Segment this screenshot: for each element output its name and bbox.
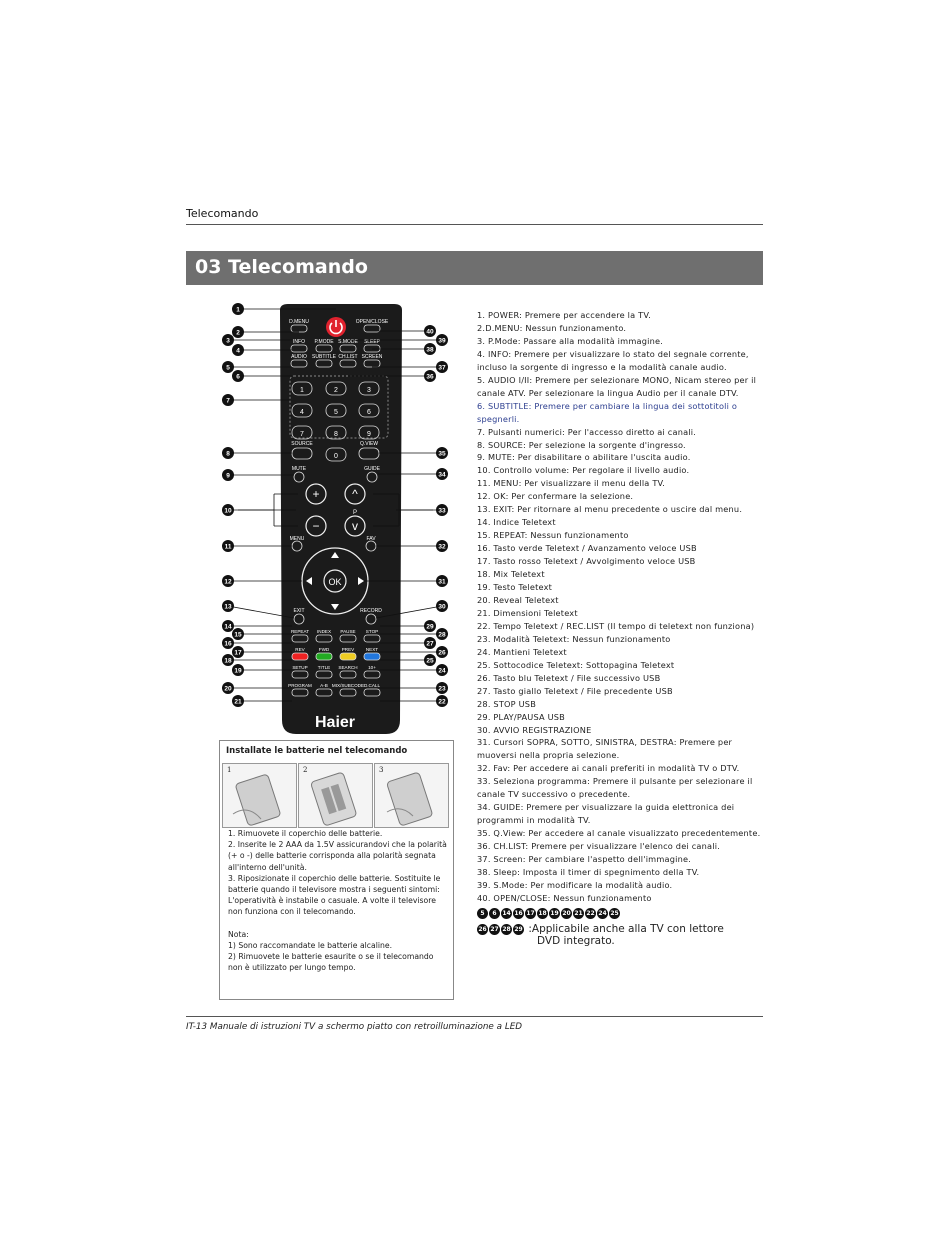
callout-number: 35 [438, 450, 446, 458]
description-item: 25. Sottocodice Teletext: Sottopagina Teletext [477, 659, 675, 670]
description-item: 11. MENU: Per visualizzare il menu della TV. [477, 478, 666, 489]
callout-number: 28 [438, 631, 446, 639]
media-button [340, 653, 356, 660]
button-descriptions [477, 309, 767, 905]
number-badge: 25 [610, 909, 619, 917]
digit-label: 4 [300, 409, 304, 416]
number-badge: 28 [502, 925, 511, 933]
description-item: 30. AVVIO REGISTRAZIONE [477, 724, 592, 735]
description-item: 28. STOP USB [477, 698, 537, 709]
photo-number: 2 [303, 766, 308, 774]
description-item: 40. OPEN/CLOSE: Nessun funzionamento [477, 892, 652, 903]
callout-number: 37 [438, 364, 446, 372]
button-label: RECORD [360, 608, 382, 614]
description-item: 8. SOURCE: Per selezione la sorgente d'ingresso. [477, 439, 686, 450]
callout-number: 40 [426, 328, 434, 336]
description-item: 3. P.Mode: Passare alla modalità immagine. [477, 335, 664, 346]
callout-number: 10 [224, 507, 232, 515]
battery-text-line: 1. Rimuovete il coperchio delle batterie. [228, 829, 383, 838]
battery-text-line: 2. Inserite le 2 AAA da 1.5V assicurandovi che la polarità (+ o -) delle batterie corrisponda alla polarità segnata all'interno dell'unità. [228, 840, 447, 872]
button-label: TITLE [317, 665, 331, 670]
number-badge: 14 [502, 909, 511, 917]
description-item: 18. Mix Teletext [477, 569, 545, 580]
battery-text-line: 2) Rimuovete le batterie esaurite o se il telecomando non è utilizzato per lungo tempo. [228, 952, 434, 973]
callout-number: 29 [426, 623, 434, 631]
dvd-note-line2: DVD integrato. [537, 935, 615, 947]
battery-text [228, 828, 450, 974]
description-item: 16. Tasto verde Teletext / Avanzamento veloce USB [477, 543, 697, 554]
media-button [364, 653, 380, 660]
callout-number: 18 [224, 657, 232, 665]
description-item: 36. CH.LIST: Premere per visualizzare l'elenco dei canali. [477, 841, 720, 852]
button-label: SEARCH [338, 665, 358, 670]
callout-number: 25 [426, 657, 434, 665]
callout-number: 27 [426, 640, 434, 648]
dvd-badges [477, 907, 767, 947]
callout-number: 3 [226, 337, 230, 345]
battery-text-line: Nota: [228, 929, 249, 939]
button-label: MUTE [291, 466, 307, 472]
description-item: 27. Tasto giallo Teletext / File precedente USB [477, 685, 673, 696]
callout-number: 23 [438, 685, 446, 693]
battery-photo-3 [374, 763, 449, 828]
number-badge: 26 [478, 925, 487, 933]
callout-number: 34 [438, 471, 446, 479]
description-item: 17. Tasto rosso Teletext / Avvolgimento veloce USB [477, 556, 696, 567]
button-label: 10+ [368, 665, 376, 670]
media-button [316, 653, 332, 660]
button-label: SLEEP [363, 339, 381, 345]
button-label: CH.LIST [338, 354, 358, 360]
dvd-note-line1: :Applicabile anche alla TV con lettore [528, 923, 724, 935]
battery-insert-image [299, 764, 372, 827]
description-item: 38. Sleep: Imposta il timer di spegnimento della TV. [477, 866, 700, 877]
battery-text-line: 3. Riposizionate il coperchio delle batterie. Sostituite le batterie quando il televisore mostra i seguenti sintomi: L'operatività è instabile o casuale. A volte il televisore non funziona con il telecomando. [228, 873, 441, 917]
rocker-symbol: + [312, 487, 320, 501]
button-label: FAV [366, 536, 376, 542]
button-label: PREV [341, 647, 355, 652]
description-item: 4. INFO: Premere per visualizzare lo stato del segnale corrente, incluso la sorgente di ingresso e la modalità canale audio. [477, 348, 749, 372]
description-item: 29. PLAY/PAUSA USB [477, 711, 566, 722]
description-item: 12. OK: Per confermare la selezione. [477, 491, 634, 502]
description-item: 15. REPEAT: Nessun funzionamento [477, 530, 629, 541]
description-item: 35. Q.View: Per accedere al canale visualizzato precedentemente. [477, 828, 761, 839]
callout-number: 7 [226, 397, 230, 405]
digit-label: 9 [367, 431, 371, 438]
description-item: 23. Modalità Teletext: Nessun funzionamento [477, 633, 671, 644]
description-item: 10. Controllo volume: Per regolare il livello audio. [477, 465, 690, 476]
number-badge: 22 [586, 909, 595, 917]
digit-label: 5 [334, 409, 338, 416]
button-label: FWD [318, 647, 330, 652]
number-badge: 29 [514, 925, 523, 933]
description-item: 26. Tasto blu Teletext / File successivo USB [477, 672, 661, 683]
button-label: REPEAT [290, 629, 310, 634]
button-label: GUIDE [364, 466, 380, 472]
callout-number: 39 [438, 337, 446, 345]
running-header: Telecomando [186, 207, 259, 220]
callout-number: 38 [426, 346, 434, 354]
rocker-symbol: v [352, 519, 358, 533]
callout-number: 31 [438, 578, 446, 586]
page-footer: IT-13 Manuale di istruzioni TV a schermo piatto con retroilluminazione a LED [186, 1022, 523, 1032]
callout-number: 1 [236, 306, 240, 314]
remote-illustration [218, 300, 463, 738]
badge-row-2 [477, 923, 767, 935]
callout-number: 4 [236, 347, 240, 355]
battery-text-line [228, 918, 450, 929]
button-label: NEXT [365, 647, 379, 652]
description-item: 1. POWER: Premere per accendere la TV. [477, 310, 651, 320]
number-badge: 5 [477, 908, 488, 919]
description-item: 7. Pulsanti numerici: Per l'accesso diretto ai canali. [477, 426, 697, 437]
button-label: SCREEN [361, 354, 383, 360]
number-badge: 16 [514, 909, 523, 917]
channel-label: P [352, 510, 358, 516]
button-label: AUDIO [291, 354, 307, 360]
battery-close-image [375, 764, 448, 827]
ok-label: OK [328, 577, 342, 587]
number-badge: 20 [562, 909, 571, 917]
callout-number: 21 [234, 698, 242, 706]
button-label: SETUP [292, 665, 308, 670]
button-label: INDEX [316, 629, 332, 634]
description-item: 32. Fav: Per accedere ai canali preferiti in modalità TV o DTV. [477, 763, 740, 774]
description-item: 9. MUTE: Per disabilitare o abilitare l'uscita audio. [477, 452, 691, 463]
callout-number: 16 [224, 640, 232, 648]
callout-number: 5 [226, 364, 230, 372]
button-label: Q.VIEW [359, 441, 379, 447]
digit-label: 3 [367, 387, 371, 394]
callout-number: 32 [438, 543, 446, 551]
button-label: D.CALL [363, 683, 381, 688]
callout-number: 20 [224, 685, 232, 693]
brand-logo: Haier [314, 714, 356, 731]
button-label: MENU [289, 536, 305, 542]
digit-label: 7 [300, 431, 304, 438]
callout-number: 26 [438, 649, 446, 657]
callout-number: 2 [236, 329, 240, 337]
digit-label: 2 [334, 387, 338, 394]
button-label: STOP [365, 629, 379, 634]
button-label: PAUSE [340, 629, 356, 634]
number-badge: 27 [490, 925, 499, 933]
description-item: 21. Dimensioni Teletext [477, 607, 578, 618]
number-badge: 24 [598, 909, 607, 917]
battery-text-line: 1) Sono raccomandate le batterie alcaline. [228, 941, 393, 951]
battery-photo-2 [298, 763, 373, 828]
description-item: 6. SUBTITLE: Premere per cambiare la lingua dei sottotitoli o spegnerli. [477, 400, 738, 424]
description-item: 33. Seleziona programma: Premere il pulsante per selezionare il canale TV successivo o precedente. [477, 776, 753, 800]
callout-number: 36 [426, 373, 434, 381]
callout-number: 22 [438, 698, 446, 706]
description-item: 24. Mantieni Teletext [477, 646, 567, 657]
description-item: 20. Reveal Teletext [477, 594, 559, 605]
digit-label: 6 [367, 409, 371, 416]
callout-number: 12 [224, 578, 232, 586]
number-badge: 6 [489, 908, 500, 919]
callout-number: 9 [226, 472, 230, 480]
button-label: MIX/SUBCODE [331, 683, 365, 688]
battery-instructions-box [219, 740, 454, 1000]
section-banner [186, 251, 763, 285]
digit-label: 8 [334, 431, 338, 438]
footer-rule [186, 1016, 763, 1017]
callout-number: 6 [236, 373, 240, 381]
description-item: 14. Indice Teletext [477, 517, 556, 528]
description-item: 2.D.MENU: Nessun funzionamento. [477, 322, 627, 333]
digit-label: 1 [300, 387, 304, 394]
callout-number: 30 [438, 603, 446, 611]
rocker-symbol: − [312, 519, 320, 533]
button-label: SUBTITLE [312, 354, 336, 360]
callout-number: 14 [224, 623, 232, 631]
photo-number: 1 [227, 766, 232, 774]
rocker-symbol: ^ [352, 487, 358, 501]
description-item: 5. AUDIO I/II: Premere per selezionare MONO, Nicam stereo per il canale ATV. Per selezionare la lingua Audio per il canale DTV. [477, 374, 757, 398]
description-item: 39. S.Mode: Per modificare la modalità audio. [477, 879, 673, 890]
callout-number: 8 [226, 450, 230, 458]
description-item: 34. GUIDE: Premere per visualizzare la guida elettronica dei programmi in modalità TV. [477, 802, 735, 826]
button-label: A-B [320, 683, 328, 688]
number-badge: 19 [550, 909, 559, 917]
description-item: 22. Tempo Teletext / REC.LIST (Il tempo di teletext non funziona) [477, 620, 755, 631]
description-item: 13. EXIT: Per ritornare al menu precedente o uscire dal menu. [477, 504, 743, 515]
section-title: 03 Telecomando [195, 256, 368, 278]
battery-cover-image [223, 764, 296, 827]
button-label: OPEN/CLOSE [355, 319, 389, 325]
number-badge: 18 [538, 909, 547, 917]
callout-number: 19 [234, 667, 242, 675]
number-badge: 17 [526, 909, 535, 917]
callout-number: 24 [438, 667, 446, 675]
photo-number: 3 [379, 766, 384, 774]
battery-title: Installate le batterie nel telecomando [226, 746, 408, 756]
button-label: SOURCE [291, 441, 313, 447]
header-rule [186, 224, 763, 225]
digit-label: 0 [334, 453, 338, 460]
battery-photo-1 [222, 763, 297, 828]
media-button [292, 653, 308, 660]
callout-number: 11 [224, 543, 232, 551]
button-label: EXIT [293, 608, 305, 614]
description-item: 19. Testo Teletext [477, 582, 553, 593]
button-label: INFO [293, 339, 305, 345]
button-label: PROGRAM [288, 683, 312, 688]
callout-number: 17 [234, 649, 242, 657]
remote-svg [218, 300, 463, 738]
number-badge: 21 [574, 909, 583, 917]
button-label: P.MODE [314, 339, 334, 345]
button-label: REV [295, 647, 305, 652]
description-item: 37. Screen: Per cambiare l'aspetto dell'immagine. [477, 854, 692, 865]
callout-number: 15 [234, 631, 242, 639]
button-label: D.MENU [289, 319, 309, 325]
callout-number: 33 [438, 507, 446, 515]
button-label: S.MODE [338, 339, 358, 345]
description-item: 31. Cursori SOPRA, SOTTO, SINISTRA, DESTRA: Premere per muoversi nella propria selezione. [477, 737, 733, 761]
badge-row-1 [477, 907, 767, 919]
callout-number: 13 [224, 603, 232, 611]
